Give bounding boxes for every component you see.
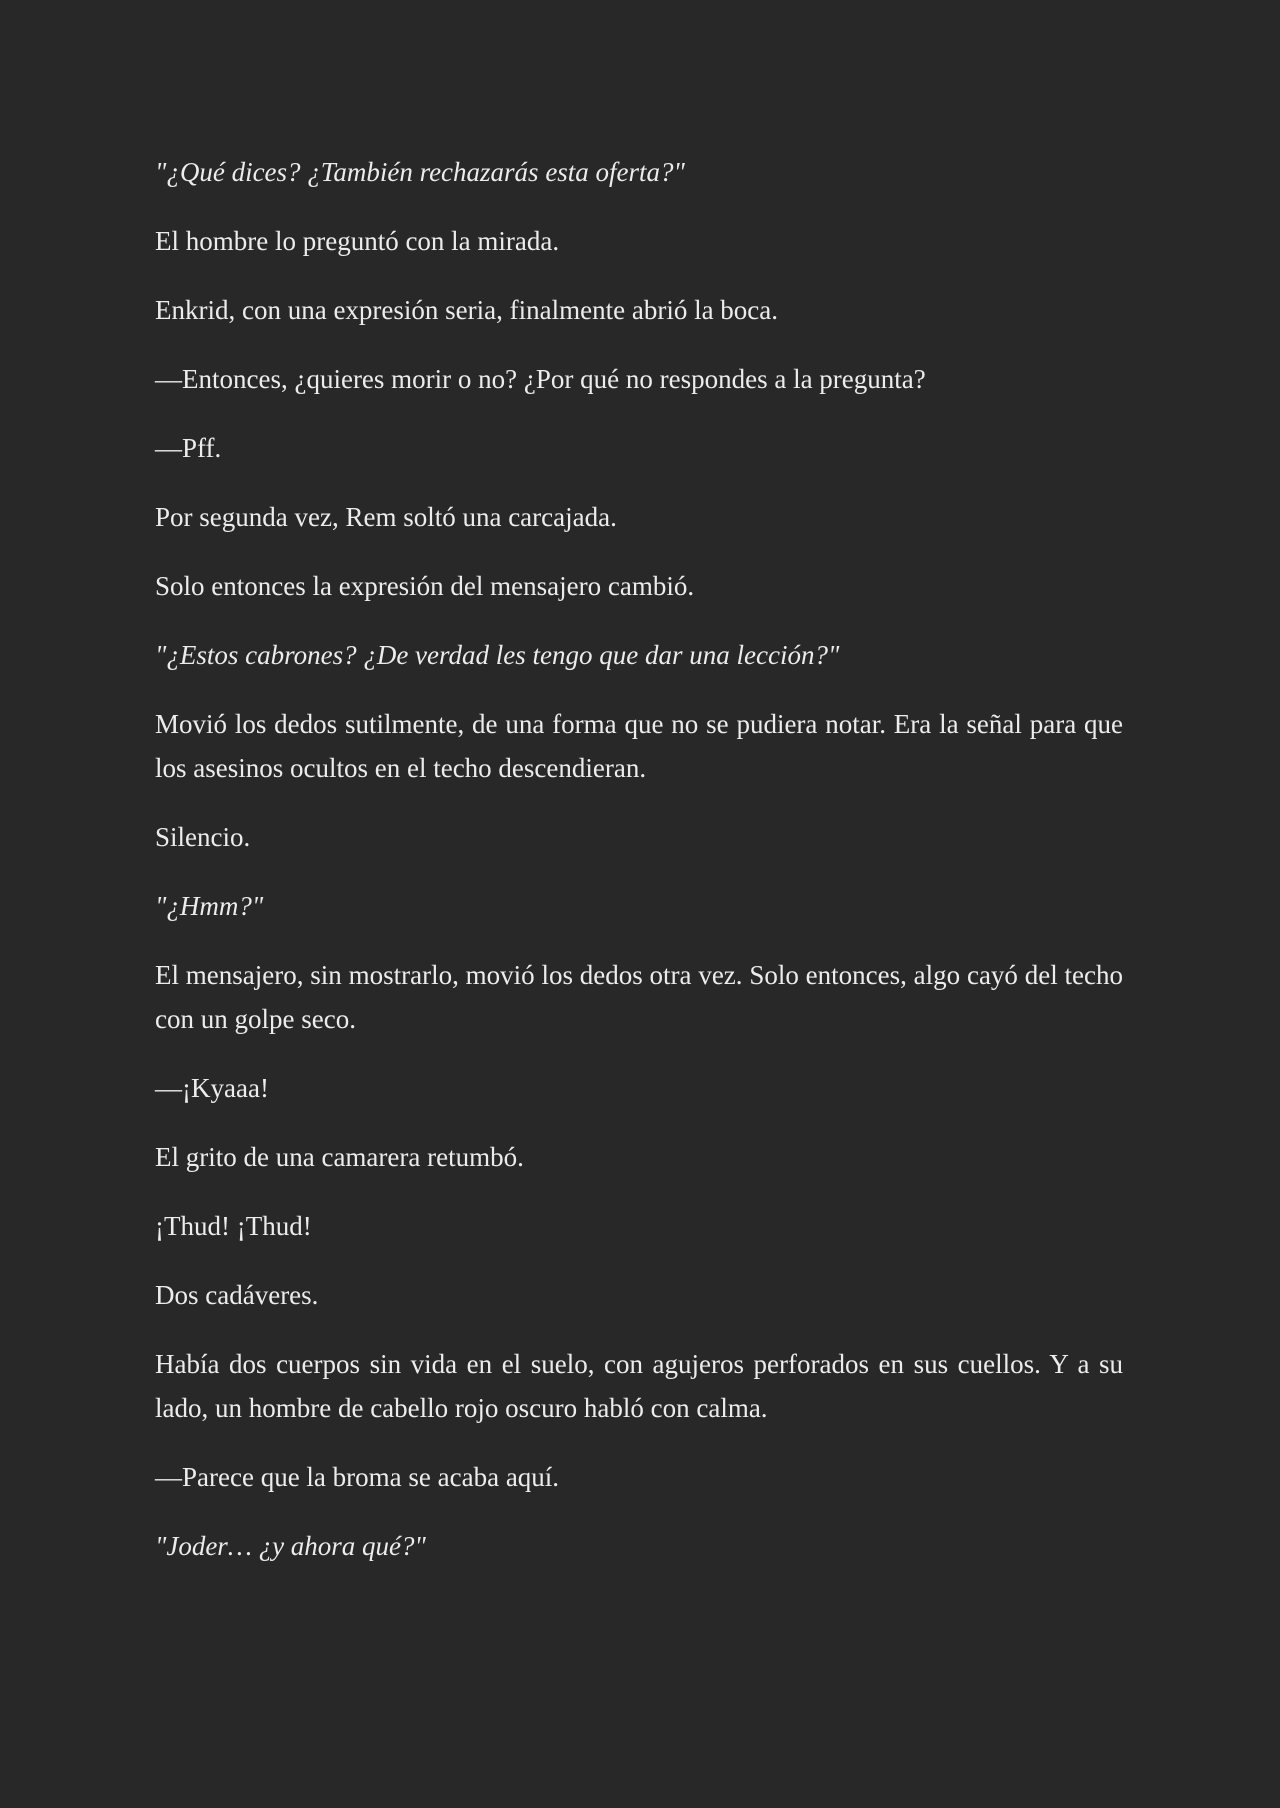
- paragraph: Solo entonces la expresión del mensajero cambió.: [155, 571, 695, 601]
- paragraph: ¡Thud! ¡Thud!: [155, 1211, 312, 1241]
- chapter-text: [155, 150, 1123, 1593]
- paragraph: Dos cadáveres.: [155, 1280, 319, 1310]
- paragraph: El grito de una camarera retumbó.: [155, 1142, 524, 1172]
- paragraph: Había dos cuerpos sin vida en el suelo, con agujeros perforados en sus cuellos. Y a su lado, un hombre de cabello rojo oscuro habló con calma.: [155, 1349, 1123, 1423]
- paragraph-dialogue: —Parece que la broma se acaba aquí.: [155, 1462, 560, 1492]
- paragraph-thought: "¿Hmm?": [155, 891, 264, 921]
- paragraph: El hombre lo preguntó con la mirada.: [155, 226, 560, 256]
- paragraph-dialogue: —Pff.: [155, 433, 222, 463]
- paragraph: Silencio.: [155, 822, 251, 852]
- paragraph-thought: "¿Qué dices? ¿También rechazarás esta oferta?": [155, 157, 685, 187]
- paragraph: Movió los dedos sutilmente, de una forma que no se pudiera notar. Era la señal para que los asesinos ocultos en el techo descendieran.: [155, 709, 1123, 783]
- paragraph: Por segunda vez, Rem soltó una carcajada.: [155, 502, 617, 532]
- paragraph-thought: "Joder… ¿y ahora qué?": [155, 1531, 426, 1561]
- paragraph: Enkrid, con una expresión seria, finalmente abrió la boca.: [155, 295, 779, 325]
- paragraph-thought: "¿Estos cabrones? ¿De verdad les tengo que dar una lección?": [155, 640, 840, 670]
- paragraph: El mensajero, sin mostrarlo, movió los dedos otra vez. Solo entonces, algo cayó del techo con un golpe seco.: [155, 960, 1123, 1034]
- paragraph-dialogue: —Entonces, ¿quieres morir o no? ¿Por qué no respondes a la pregunta?: [155, 364, 926, 394]
- paragraph-dialogue: —¡Kyaaa!: [155, 1073, 269, 1103]
